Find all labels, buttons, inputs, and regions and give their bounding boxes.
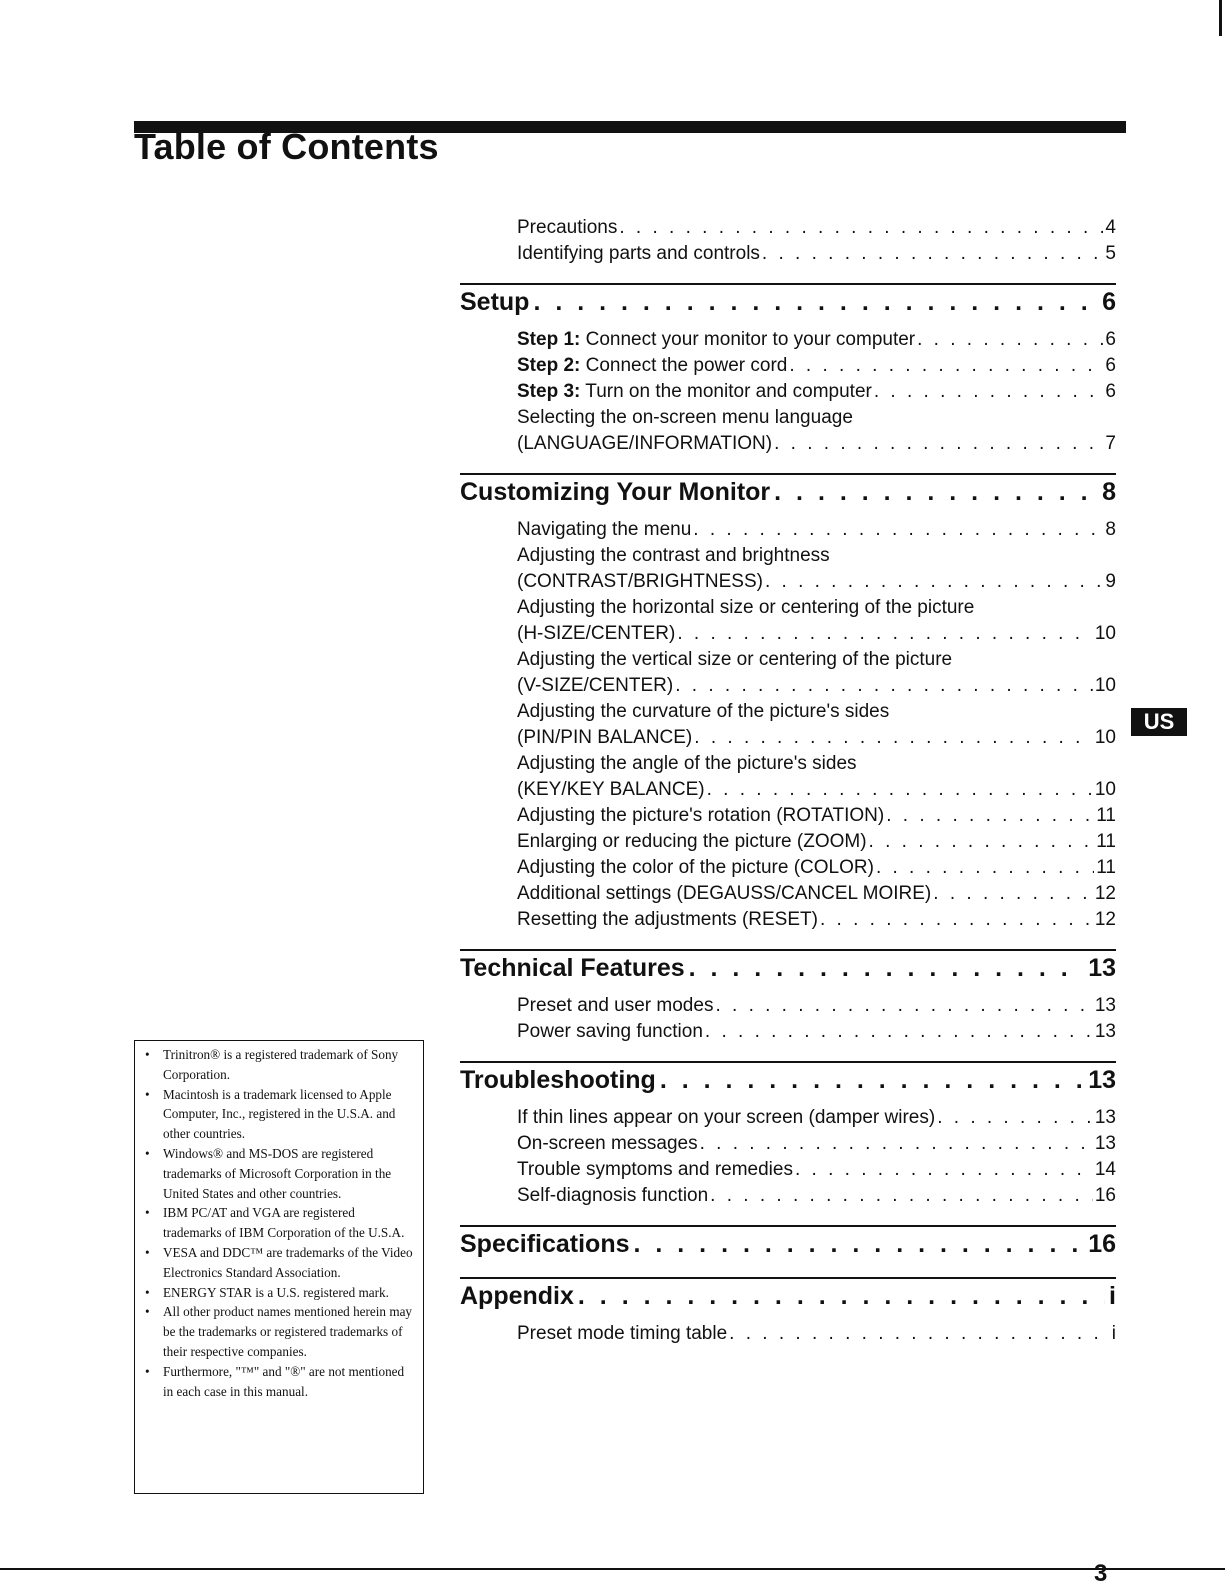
toc-entry-label bbox=[517, 725, 692, 751]
toc-entry-page: 5 bbox=[1105, 243, 1116, 264]
toc-entry-link[interactable] bbox=[517, 1019, 1116, 1045]
dot-leader bbox=[789, 353, 1103, 379]
toc-section bbox=[460, 949, 1116, 1045]
toc-entry-label bbox=[517, 1019, 703, 1045]
section-page: 13 bbox=[1088, 954, 1116, 982]
toc-entry-text: Enlarging or reducing the picture (ZOOM) bbox=[517, 831, 867, 852]
toc-entry-link[interactable] bbox=[517, 1105, 1116, 1131]
toc-entry-label bbox=[517, 215, 617, 241]
toc-entry-text: Preset mode timing table bbox=[517, 1323, 728, 1344]
toc-entry-page: 16 bbox=[1094, 1185, 1116, 1206]
toc-section bbox=[460, 473, 1116, 933]
toc-entry-step: Step 1: bbox=[517, 329, 581, 350]
toc-entry-lead: Adjusting the angle of the picture's sides bbox=[517, 753, 857, 774]
toc-entry-link[interactable] bbox=[517, 1321, 1116, 1347]
footer-rule bbox=[0, 1568, 1225, 1570]
toc-entry-page: 11 bbox=[1096, 805, 1116, 826]
toc-entry-label bbox=[517, 569, 763, 595]
toc-entry-text: Navigating the menu bbox=[517, 519, 692, 540]
toc-entry-label bbox=[517, 1131, 698, 1157]
section-heading-link[interactable] bbox=[460, 951, 1116, 985]
toc-entry-label bbox=[517, 353, 787, 379]
toc-entry-page: 10 bbox=[1094, 727, 1116, 748]
toc-entry-page: 10 bbox=[1094, 623, 1116, 644]
toc-entry-page: 12 bbox=[1094, 909, 1116, 930]
section-heading-link[interactable] bbox=[460, 475, 1116, 509]
toc-entry-text: Identifying parts and controls bbox=[517, 243, 760, 264]
section-heading-link[interactable] bbox=[460, 1227, 1116, 1261]
dot-leader bbox=[694, 725, 1093, 751]
section-heading-link[interactable] bbox=[460, 285, 1116, 319]
toc-entry-label bbox=[517, 993, 713, 1019]
toc-entry-text: Power saving function bbox=[517, 1021, 703, 1042]
toc-entry-label bbox=[517, 803, 884, 829]
toc-entry-text: Precautions bbox=[517, 217, 618, 238]
dot-leader bbox=[874, 379, 1104, 405]
intro-entries bbox=[460, 215, 1116, 267]
toc-entry-label bbox=[517, 1321, 727, 1347]
dot-leader bbox=[765, 569, 1103, 595]
dot-leader bbox=[705, 1019, 1093, 1045]
toc-entry-text: If thin lines appear on your screen (damper wires) bbox=[517, 1107, 936, 1128]
toc-entry-label bbox=[517, 1105, 935, 1131]
toc-entry-text: Adjusting the color of the picture (COLOR) bbox=[517, 857, 874, 878]
toc-entry-label bbox=[517, 621, 675, 647]
toc-entry-text: (KEY/KEY BALANCE) bbox=[517, 779, 705, 800]
dot-leader bbox=[689, 951, 1085, 985]
section-page: 8 bbox=[1102, 478, 1116, 506]
toc-entry-page: 6 bbox=[1105, 355, 1116, 376]
toc-entry-page: 13 bbox=[1094, 995, 1116, 1016]
toc-sections bbox=[460, 283, 1116, 1347]
toc-entry-text: (V-SIZE/CENTER) bbox=[517, 675, 674, 696]
toc-entry-label bbox=[517, 327, 915, 353]
trademark-item: • All other product names mentioned herein may be the trademarks or registered trademarks of their respective companies. bbox=[145, 1302, 415, 1361]
toc-entry-text: Turn on the monitor and computer bbox=[580, 381, 872, 402]
table-of-contents bbox=[460, 215, 1116, 1347]
toc-entry-link[interactable] bbox=[517, 379, 1116, 405]
trademark-notes bbox=[134, 1040, 424, 1494]
toc-entry-link[interactable] bbox=[517, 621, 1116, 647]
toc-entry-lead: Selecting the on-screen menu language bbox=[517, 407, 853, 428]
toc-entry-link[interactable] bbox=[517, 829, 1116, 855]
trademark-item: • IBM PC/AT and VGA are registered trademarks of IBM Corporation of the U.S.A. bbox=[145, 1203, 415, 1243]
page-title: Table of Contents bbox=[134, 126, 439, 167]
section-title: Technical Features bbox=[460, 954, 685, 982]
toc-entry-link[interactable] bbox=[517, 1183, 1116, 1209]
toc-entry-label bbox=[517, 517, 691, 543]
toc-entry-link[interactable] bbox=[517, 569, 1116, 595]
toc-entry-text: Adjusting the picture's rotation (ROTATION) bbox=[517, 805, 885, 826]
section-title: Specifications bbox=[460, 1230, 630, 1258]
dot-leader bbox=[729, 1321, 1110, 1347]
section-page: 6 bbox=[1102, 288, 1116, 316]
toc-entry-page: 10 bbox=[1094, 779, 1116, 800]
toc-entry-page: 8 bbox=[1105, 519, 1116, 540]
language-tab: US bbox=[1131, 708, 1187, 736]
page-number: 3 bbox=[1094, 1560, 1108, 1587]
toc-entry-text: On-screen messages bbox=[517, 1133, 698, 1154]
dot-leader bbox=[619, 215, 1103, 241]
toc-entry-link[interactable] bbox=[517, 215, 1116, 241]
toc-entry-label bbox=[517, 431, 772, 457]
dot-leader bbox=[876, 855, 1094, 881]
toc-entry-link[interactable] bbox=[517, 725, 1116, 751]
dot-leader bbox=[707, 777, 1093, 803]
toc-entry-label bbox=[517, 777, 705, 803]
section-title: Setup bbox=[460, 288, 530, 316]
trademark-item: • VESA and DDC™ are trademarks of the Video Electronics Standard Association. bbox=[145, 1243, 415, 1283]
toc-entry-text: Self-diagnosis function bbox=[517, 1185, 709, 1206]
toc-entry-link[interactable] bbox=[517, 517, 1116, 543]
dot-leader bbox=[762, 241, 1104, 267]
toc-entry-text: (H-SIZE/CENTER) bbox=[517, 623, 676, 644]
dot-leader bbox=[795, 1157, 1093, 1183]
toc-entry-text: Trouble symptoms and remedies bbox=[517, 1159, 793, 1180]
dot-leader bbox=[634, 1227, 1085, 1261]
toc-entry-link[interactable] bbox=[517, 881, 1116, 907]
section-title: Appendix bbox=[460, 1282, 574, 1310]
dot-leader bbox=[715, 993, 1092, 1019]
toc-entry-link[interactable] bbox=[517, 431, 1116, 457]
toc-entry-label bbox=[517, 379, 872, 405]
toc-entry-page: 6 bbox=[1105, 381, 1116, 402]
toc-entry-page: 10 bbox=[1094, 675, 1116, 696]
toc-entry-label bbox=[517, 855, 874, 881]
toc-entry-page: 13 bbox=[1094, 1133, 1116, 1154]
section-heading-link[interactable] bbox=[460, 1063, 1116, 1097]
toc-entry-label bbox=[517, 881, 931, 907]
dot-leader bbox=[937, 1105, 1093, 1131]
toc-entry-lead: Adjusting the curvature of the picture's sides bbox=[517, 701, 890, 722]
toc-entry-page: 14 bbox=[1094, 1159, 1116, 1180]
toc-section bbox=[460, 283, 1116, 457]
section-heading-link[interactable] bbox=[460, 1279, 1116, 1313]
toc-entry-page: 11 bbox=[1096, 831, 1116, 852]
section-title: Troubleshooting bbox=[460, 1066, 656, 1094]
toc-entry-page: 12 bbox=[1094, 883, 1116, 904]
trademark-item: • Trinitron® is a registered trademark of Sony Corporation. bbox=[145, 1045, 415, 1085]
toc-entry-text: Connect the power cord bbox=[580, 355, 788, 376]
trademark-item: • ENERGY STAR is a U.S. registered mark. bbox=[145, 1283, 415, 1303]
section-page: 16 bbox=[1088, 1230, 1116, 1258]
toc-entry-page: 4 bbox=[1105, 217, 1116, 238]
toc-entry-text: Preset and user modes bbox=[517, 995, 714, 1016]
toc-entry-page: 9 bbox=[1105, 571, 1116, 592]
dot-leader bbox=[700, 1131, 1093, 1157]
dot-leader bbox=[886, 803, 1094, 829]
toc-entry-page: 6 bbox=[1105, 329, 1116, 350]
toc-section bbox=[460, 1061, 1116, 1209]
trademark-item: • Macintosh is a trademark licensed to Apple Computer, Inc., registered in the U.S.A. and other countries. bbox=[145, 1085, 415, 1144]
toc-entry-link[interactable] bbox=[517, 1157, 1116, 1183]
toc-entry-page: 7 bbox=[1105, 433, 1116, 454]
toc-entry-link[interactable] bbox=[517, 353, 1116, 379]
dot-leader bbox=[660, 1063, 1084, 1097]
toc-entry-label bbox=[517, 907, 818, 933]
toc-entry-link[interactable] bbox=[517, 993, 1116, 1019]
trademark-list bbox=[145, 1045, 415, 1401]
section-title: Customizing Your Monitor bbox=[460, 478, 771, 506]
toc-entry-link[interactable] bbox=[517, 907, 1116, 933]
toc-entry-text: Resetting the adjustments (RESET) bbox=[517, 909, 818, 930]
toc-entry-lead: Adjusting the vertical size or centering of the picture bbox=[517, 649, 953, 670]
toc-entry-link[interactable] bbox=[517, 673, 1116, 699]
toc-entry-text: Connect your monitor to your computer bbox=[580, 329, 916, 350]
dot-leader bbox=[578, 1279, 1105, 1313]
toc-entry-text: (CONTRAST/BRIGHTNESS) bbox=[517, 571, 763, 592]
trademark-item: • Windows® and MS-DOS are registered trademarks of Microsoft Corporation in the United States and other countries. bbox=[145, 1144, 415, 1203]
dot-leader bbox=[710, 1183, 1093, 1209]
toc-entry-lead: Adjusting the contrast and brightness bbox=[517, 545, 830, 566]
dot-leader bbox=[533, 285, 1098, 319]
toc-entry-label bbox=[517, 1157, 793, 1183]
toc-entry-link[interactable] bbox=[517, 1131, 1116, 1157]
toc-entry-text: (PIN/PIN BALANCE) bbox=[517, 727, 693, 748]
section-page: 13 bbox=[1088, 1066, 1116, 1094]
toc-entry-link[interactable] bbox=[517, 777, 1116, 803]
toc-section bbox=[460, 1225, 1116, 1261]
toc-entry-text: (LANGUAGE/INFORMATION) bbox=[517, 433, 773, 454]
section-page: i bbox=[1109, 1282, 1116, 1310]
toc-entry-label bbox=[517, 829, 867, 855]
dot-leader bbox=[869, 829, 1095, 855]
dot-leader bbox=[917, 327, 1103, 353]
toc-entry-link[interactable] bbox=[517, 803, 1116, 829]
toc-entry-label bbox=[517, 673, 673, 699]
toc-entry-step: Step 2: bbox=[517, 355, 581, 376]
dot-leader bbox=[820, 907, 1093, 933]
dot-leader bbox=[774, 431, 1103, 457]
dot-leader bbox=[693, 517, 1103, 543]
toc-section bbox=[460, 1277, 1116, 1347]
toc-entry-page: 13 bbox=[1094, 1107, 1116, 1128]
toc-entry-link[interactable] bbox=[517, 327, 1116, 353]
toc-entry-label bbox=[517, 1183, 708, 1209]
toc-entry-link[interactable] bbox=[517, 855, 1116, 881]
toc-entry-page: 13 bbox=[1094, 1021, 1116, 1042]
dot-leader bbox=[675, 673, 1093, 699]
toc-entry-page: i bbox=[1111, 1323, 1116, 1344]
dot-leader bbox=[677, 621, 1093, 647]
dot-leader bbox=[933, 881, 1093, 907]
toc-entry-page: 11 bbox=[1096, 857, 1116, 878]
toc-entry-link[interactable] bbox=[517, 241, 1116, 267]
dot-leader bbox=[774, 475, 1098, 509]
trademark-item: • Furthermore, "™" and "®" are not mentioned in each case in this manual. bbox=[145, 1362, 415, 1402]
toc-entry-step: Step 3: bbox=[517, 381, 581, 402]
page-edge-mark bbox=[1219, 0, 1222, 36]
toc-entry-lead: Adjusting the horizontal size or centering of the picture bbox=[517, 597, 975, 618]
toc-entry-label bbox=[517, 241, 760, 267]
toc-entry-text: Additional settings (DEGAUSS/CANCEL MOIRE) bbox=[517, 883, 932, 904]
